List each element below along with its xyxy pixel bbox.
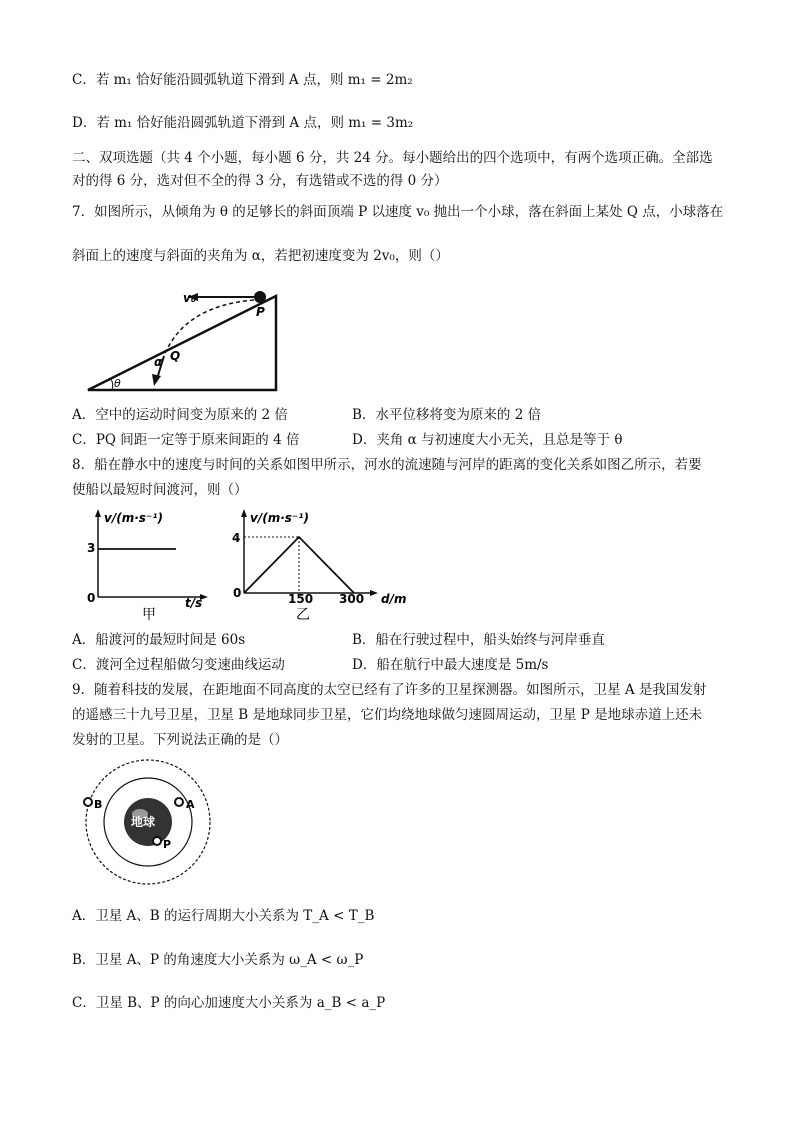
- q9-option-b: B．卫星 A、P 的角速度大小关系为 ω_A < ω_P: [72, 952, 364, 968]
- q9-option-a: A．卫星 A、B 的运行周期大小关系为 T_A < T_B: [72, 908, 375, 924]
- label-sat-a: A: [186, 798, 195, 811]
- satellite-p: [153, 837, 161, 845]
- q8-option-a: A．船渡河的最短时间是 60s: [72, 632, 246, 648]
- q8-stem-line1: 8．船在静水中的速度与时间的关系如图甲所示，河水的流速随与河岸的距离的变化关系如图乙所示，若要: [72, 457, 702, 473]
- label-sat-b: B: [94, 798, 103, 811]
- q7-incline-figure: [84, 286, 284, 396]
- q8-chart-yi: [228, 505, 418, 625]
- q7-option-b: B．水平位移将变为原来的 2 倍: [352, 407, 542, 423]
- chart-b-origin: 0: [233, 586, 242, 600]
- satellite-b: [84, 798, 92, 806]
- satellite-a: [175, 798, 183, 806]
- q8-option-b: B．船在行驶过程中，船头始终与河岸垂直: [352, 632, 605, 648]
- q7-option-c: C．PQ 间距一定等于原来间距的 4 倍: [72, 432, 300, 448]
- chart-a-ylabel: v/(m·s⁻¹): [104, 511, 163, 525]
- q8-option-c: C．渡河全过程船做匀变速曲线运动: [72, 657, 285, 673]
- chart-a-origin: 0: [87, 591, 96, 605]
- label-alpha: α: [154, 355, 163, 369]
- label-p: P: [256, 305, 265, 319]
- q9-stem-line1: 9．随着科技的发展，在距地面不同高度的太空已经有了许多的卫星探测器。如图所示，卫星 A 是我国发射: [72, 682, 707, 698]
- chart-a-y-arrow: [95, 509, 101, 517]
- label-q: Q: [170, 349, 181, 363]
- q7-option-a: A．空中的运动时间变为原来的 2 倍: [72, 407, 288, 423]
- chart-a-ytick: 3: [87, 541, 96, 555]
- chart-b-xtick-150: 150: [288, 592, 314, 606]
- chart-b-ytick: 4: [232, 531, 241, 545]
- q9-orbit-figure: [78, 758, 218, 890]
- q8-option-d: D．船在航行中最大速度是 5m/s: [352, 657, 549, 673]
- q6-option-d: D．若 m₁ 恰好能沿圆弧轨道下滑到 A 点，则 m₁ = 3m₂: [72, 115, 414, 131]
- chart-b-x-arrow: [370, 590, 378, 596]
- trajectory-path: [164, 300, 254, 356]
- q9-stem-line3: 发射的卫星。下列说法正确的是（）: [72, 732, 288, 748]
- chart-b-ylabel: v/(m·s⁻¹): [250, 511, 309, 525]
- q7-option-d: D．夹角 α 与初速度大小无关，且总是等于 θ: [352, 432, 623, 448]
- q9-stem-line2: 的遥感三十九号卫星，卫星 B 是地球同步卫星，它们均绕地球做匀速圆周运动，卫星 P 是地球赤道上还未: [72, 707, 703, 723]
- section2-line1: 二、双项选题（共 4 个小题，每小题 6 分，共 24 分。每小题给出的四个选项中，有两个选项正确。全部选: [72, 150, 713, 166]
- q8-chart-jia: [84, 505, 214, 625]
- chart-b-y-arrow: [241, 509, 247, 517]
- chart-a-xlabel: t/s: [185, 596, 203, 610]
- label-v0: v₀: [183, 291, 197, 305]
- incline-triangle: [88, 296, 276, 390]
- label-sat-p: P: [163, 838, 172, 851]
- section2-line2: 对的得 6 分，选对但不全的得 3 分，有选错或不选的得 0 分）: [72, 173, 448, 189]
- q6-option-c: C．若 m₁ 恰好能沿圆弧轨道下滑到 A 点，则 m₁ = 2m₂: [72, 72, 413, 88]
- q9-option-c: C．卫星 B、P 的向心加速度大小关系为 a_B < a_P: [72, 995, 386, 1011]
- q7-stem-line2: 斜面上的速度与斜面的夹角为 α，若把初速度变为 2v₀，则（）: [72, 248, 449, 264]
- chart-b-xtick-300: 300: [339, 592, 365, 606]
- q7-stem-line1: 7．如图所示，从倾角为 θ 的足够长的斜面顶端 P 以速度 v₀ 抛出一个小球，落在斜面上某处 Q 点，小球落在: [72, 204, 724, 220]
- chart-a-caption: 甲: [142, 607, 156, 623]
- landing-arrowhead: [152, 374, 161, 386]
- label-theta: θ: [114, 377, 121, 390]
- ball: [254, 291, 266, 303]
- q8-stem-line2: 使船以最短时间渡河，则（）: [72, 482, 248, 498]
- chart-b-caption: 乙: [296, 607, 310, 623]
- earth-label: 地球: [131, 815, 156, 829]
- chart-b-xlabel: d/m: [381, 592, 407, 606]
